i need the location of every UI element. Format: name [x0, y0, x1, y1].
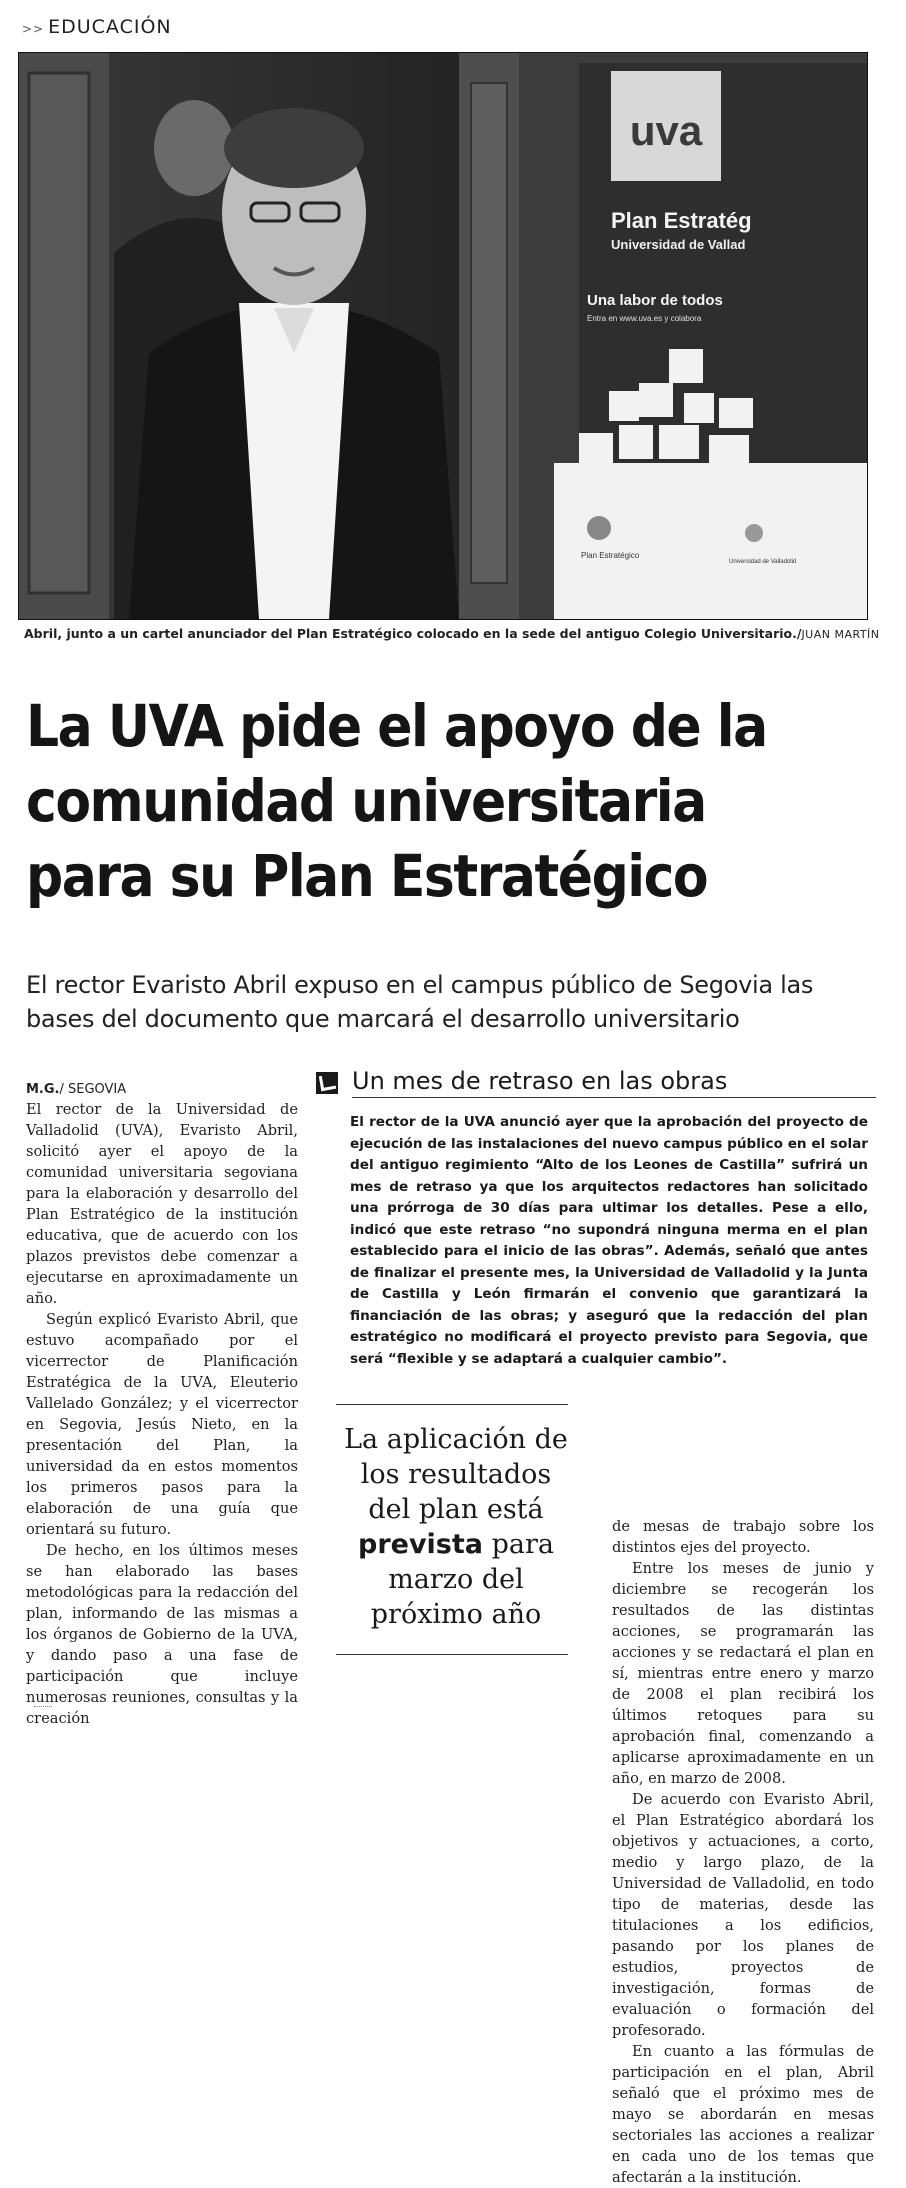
poster-footer-right: Universidad de Valladolid [729, 559, 797, 565]
headline-line-2: comunidad universitaria [26, 768, 706, 836]
pullquote-rule-top [336, 1404, 568, 1405]
article-paragraph: Según explicó Evaristo Abril, que estuvo acompañado por el vicerrector de Planificación Estratégica de la UVA, Eleuterio Vallelado González; y el vicerrector en Segovia, Jesús Nieto, en la presentación del Plan, la universidad da en estos momentos los primeros pasos para la elaboración de una guía que orientará su futuro. [26, 1311, 298, 1538]
byline-place: / SEGOVIA [59, 1082, 127, 1097]
sidebar-marker-icon [316, 1072, 338, 1094]
article-paragraph: De hecho, en los últimos meses se han elaborado las bases metodológicas para la redacción del plan, informando de las mismas a los órganos de Gobierno de la UVA, y dando paso a una fase de participación que incluye numerosas reuniones, consultas y la creación [26, 1542, 298, 1727]
article-paragraph: Entre los meses de junio y diciembre se recogerán los resultados de las distintas acciones, se programarán las acciones y se redactará el plan en sí, mientras entre enero y marzo de 2008 el plan recibirá los últimos retoques para su aprobación final, comenzando a aplicarse aproximadamente en un año, en marzo de 2008. [612, 1560, 874, 1787]
headline [26, 690, 886, 915]
subtitle: El rector Evaristo Abril expuso en el campus público de Segovia las bases del documento que marcará el desarrollo universitario [26, 971, 814, 1033]
headline-line-3: para su Plan Estratégico [26, 843, 708, 911]
sidebar-title [316, 1067, 876, 1098]
byline [26, 1082, 126, 1097]
byline-author: M.G. [26, 1082, 60, 1097]
photo-credit: JUAN MARTÍN [801, 628, 880, 641]
section-label [22, 16, 172, 38]
sidebar-body: El rector de la UVA anunció ayer que la aprobación del proyecto de ejecución de las instalaciones del nuevo campus público en el solar del antiguo regimiento “Alto de los Leones de Castilla” sufrirá un mes de retraso ya que los arquitectos redactores han solicitado una prórroga de 30 días para ultimar los detalles. Pese a ello, indicó que este retraso “no supondrá ninguna merma en el plan establecido para el inicio de las obras”. Además, señaló que antes de finalizar el presente mes, la Universidad de Valladolid y la Junta de Castilla y León firmarán el convenio que garantizará la financiación de las obras; y aseguró que la redacción del plan estratégico no modificará el proyecto previsto para Segovia, que será “flexible y se adaptará a cualquier cambio”. [350, 1114, 868, 1367]
article-column-1 [26, 1099, 298, 1729]
article-column-3 [612, 1516, 874, 2188]
end-mark [34, 1706, 52, 1707]
poster-subtitle: Universidad de Vallad [611, 237, 746, 252]
poster-title: Plan Estratég [611, 208, 752, 233]
caption-text: Abril, junto a un cartel anunciador del Plan Estratégico colocado en la sede del antiguo Colegio Universitario./ [24, 626, 802, 641]
poster-url: Entra en www.uva.es y colabora [587, 314, 702, 323]
pullquote [336, 1422, 576, 1632]
photo-caption [24, 626, 884, 641]
section-marker-icon: >> [22, 22, 45, 36]
photo-illustration [19, 53, 867, 619]
article-paragraph: De acuerdo con Evaristo Abril, el Plan Estratégico abordará los objetivos y actuaciones, a corto, medio y largo plazo, de la Universidad de Valladolid, en todo tipo de materias, desde las titulaciones a los edificios, pasando por los planes de estudios, proyectos de investigación, formas de evaluación o formación del profesorado. [612, 1791, 874, 2039]
poster-slogan: Una labor de todos [587, 292, 723, 309]
article-paragraph: de mesas de trabajo sobre los distintos ejes del proyecto. [612, 1518, 874, 1556]
university-seal-icon [745, 524, 763, 542]
poster-footer-left: Plan Estratégico [581, 551, 640, 560]
uva-logo-text: uva [629, 107, 703, 154]
section-label-text: EDUCACIÓN [48, 16, 172, 38]
pullquote-after: para marzo del próximo año [370, 1529, 554, 1630]
pullquote-rule-bottom [336, 1654, 568, 1655]
poster-small-logo-icon [587, 516, 611, 540]
article-paragraph: El rector de la Universidad de Valladolid (UVA), Evaristo Abril, solicitó ayer el apoyo de la comunidad universitaria segoviana para la elaboración y desarrollo del Plan Estratégico de la institución educativa, que de acuerdo con los plazos previstos debe comenzar a ejecutarse en aproximadamente un año. [26, 1101, 298, 1307]
article-paragraph: En cuanto a las fórmulas de participación en el plan, Abril señaló que el próximo mes de mayo se abordarán en mesas sectoriales las acciones a realizar en cada uno de los temas que afectarán a la institución. [612, 2043, 874, 2186]
pullquote-before: La aplicación de los resultados del plan está [344, 1424, 568, 1525]
pullquote-bold: prevista [358, 1529, 484, 1560]
news-photo [18, 52, 868, 620]
headline-line-1: La UVA pide el apoyo de la [26, 693, 767, 761]
sidebar-title-text: Un mes de retraso en las obras [352, 1067, 876, 1098]
